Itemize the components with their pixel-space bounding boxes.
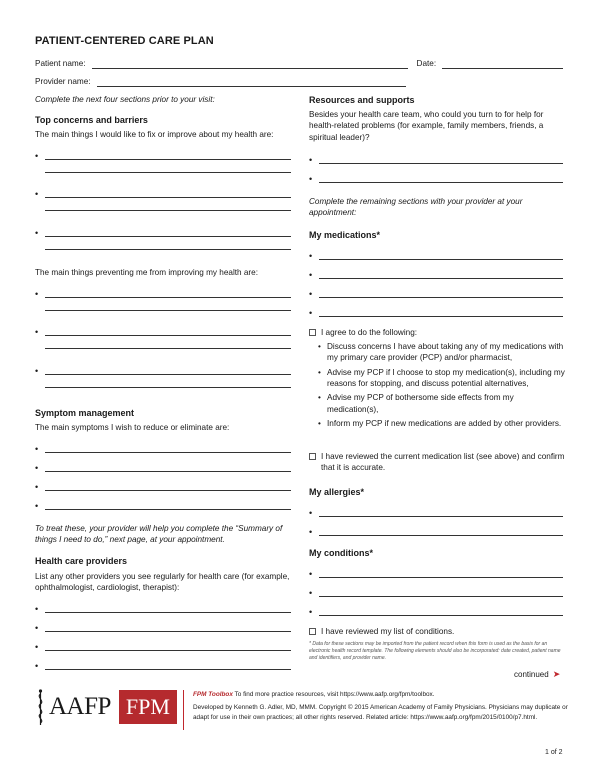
providers-heading: Health care providers <box>35 556 128 566</box>
agreement-item: • Advise my PCP of bothersome side effects from my medication(s), <box>318 393 514 414</box>
bullet-icon: • <box>309 155 313 165</box>
data-import-footnote: * Data for these sections may be imported from the patient record when this form is used as the basis for an electronic health record template. The following elements should also be incorporated: date created, patient name and identifiers, and provider name. <box>309 641 561 661</box>
allergies-heading: My allergies* <box>309 487 365 497</box>
toolbox-line <box>193 690 568 699</box>
condition-line-1[interactable] <box>309 570 563 578</box>
provider-name-label: Provider name: <box>35 77 91 86</box>
provider-line-4[interactable] <box>35 662 291 670</box>
medication-line-2[interactable] <box>309 271 563 279</box>
medication-line-3[interactable] <box>309 290 563 298</box>
provider-name-field[interactable] <box>97 78 406 87</box>
bullet-icon: • <box>309 270 313 280</box>
concern-line-2[interactable] <box>35 190 291 198</box>
symptom-line-4[interactable] <box>35 502 291 510</box>
concern-line-2b[interactable] <box>45 210 291 211</box>
patient-name-label: Patient name: <box>35 59 86 68</box>
medication-reviewed-label: I have reviewed the current medication list (see above) and confirm that it is accurate. <box>321 452 565 473</box>
bullet-icon: • <box>309 174 313 184</box>
bullet-icon: • <box>35 366 39 376</box>
bullet-icon: • <box>35 228 39 238</box>
bullet-icon: • <box>309 527 313 537</box>
bullet-icon: • <box>318 342 321 351</box>
top-concerns-heading: Top concerns and barriers <box>35 115 148 125</box>
medication-reviewed-row <box>309 451 567 474</box>
concern-line-3b[interactable] <box>45 249 291 250</box>
provider-line-1[interactable] <box>35 605 291 613</box>
bullet-icon: • <box>35 327 39 337</box>
barrier-line-3b[interactable] <box>45 387 291 388</box>
bullet-icon: • <box>309 508 313 518</box>
bullet-icon: • <box>35 482 39 492</box>
barrier-line-1b[interactable] <box>45 310 291 311</box>
symptom-line-3[interactable] <box>35 483 291 491</box>
concern-line-3[interactable] <box>35 229 291 237</box>
condition-line-2[interactable] <box>309 589 563 597</box>
remaining-instruction: Complete the remaining sections with your provider at your appointment: <box>309 197 523 218</box>
page-title: PATIENT-CENTERED CARE PLAN <box>35 35 214 47</box>
continued-label: continued <box>514 669 549 679</box>
page-number: 1 of 2 <box>545 749 563 756</box>
bullet-icon: • <box>318 393 321 403</box>
agree-checkbox-row <box>309 327 417 338</box>
symptom-note: To treat these, your provider will help you complete the “Summary of things I need to do,” next page, at your appointment. <box>35 524 283 545</box>
patient-name-row <box>35 58 563 69</box>
resources-heading: Resources and supports <box>309 95 415 105</box>
conditions-reviewed-label: I have reviewed my list of conditions. <box>321 627 455 636</box>
footer-text <box>193 690 568 722</box>
resource-line-1[interactable] <box>309 156 563 164</box>
bullet-icon: • <box>318 418 321 428</box>
allergy-line-2[interactable] <box>309 528 563 536</box>
fpm-logo: FPM <box>119 690 177 724</box>
bullet-icon: • <box>309 569 313 579</box>
agreement-item: • Discuss concerns I have about taking any of my medications with my primary care provider (PCP) and/or pharmacist, <box>318 342 564 363</box>
provider-line-3[interactable] <box>35 643 291 651</box>
bullet-icon: • <box>309 289 313 299</box>
symptom-prompt: The main symptoms I wish to reduce or eliminate are: <box>35 423 230 432</box>
medication-reviewed-checkbox[interactable] <box>309 453 316 460</box>
date-label: Date: <box>416 59 437 68</box>
condition-line-3[interactable] <box>309 608 563 616</box>
caduceus-icon <box>35 688 46 726</box>
footer-divider <box>183 690 184 730</box>
bullet-icon: • <box>309 607 313 617</box>
bullet-icon: • <box>35 189 39 199</box>
agree-label: I agree to do the following: <box>321 328 418 337</box>
bullet-icon: • <box>309 588 313 598</box>
toolbox-link-text[interactable]: To find more practice resources, visit https://www.aafp.org/fpm/toolbox. <box>232 691 435 698</box>
resources-prompt: Besides your health care team, who could you turn to for help for health-related problems (for example, family members, friends, a spiritual leader)? <box>309 110 544 142</box>
barrier-line-2[interactable] <box>35 328 291 336</box>
allergy-line-1[interactable] <box>309 509 563 517</box>
conditions-reviewed-row <box>309 626 454 637</box>
agreement-item: • Inform my PCP if new medications are added by other providers. <box>318 418 562 428</box>
conditions-heading: My conditions* <box>309 548 374 558</box>
conditions-reviewed-checkbox[interactable] <box>309 628 316 635</box>
bullet-icon: • <box>35 463 39 473</box>
intro-instruction: Complete the next four sections prior to your visit: <box>35 95 215 104</box>
top-concerns-prompt: The main things I would like to fix or improve about my health are: <box>35 130 274 139</box>
barrier-line-1[interactable] <box>35 290 291 298</box>
barrier-line-2b[interactable] <box>45 348 291 349</box>
medication-line-4[interactable] <box>309 309 563 317</box>
barrier-line-3[interactable] <box>35 367 291 375</box>
agreement-list <box>318 341 567 432</box>
credits-text: Developed by Kenneth G. Adler, MD, MMM. Copyright © 2015 American Academy of Family Physicians. Physicians may duplicate or adapt for use in their own practices; all other rights reserved. Related article: https://www.aafp.org/fpm/2015/0100/p7.html. <box>193 704 568 721</box>
arrow-right-icon: ➤ <box>552 669 561 679</box>
concern-line-1b[interactable] <box>45 172 291 173</box>
bullet-icon: • <box>35 501 39 511</box>
symptom-line-1[interactable] <box>35 445 291 453</box>
bullet-icon: • <box>35 444 39 454</box>
bullet-icon: • <box>309 251 313 261</box>
bullet-icon: • <box>309 308 313 318</box>
barriers-prompt: The main things preventing me from improving my health are: <box>35 268 258 277</box>
patient-name-field[interactable] <box>92 60 408 69</box>
bullet-icon: • <box>35 623 39 633</box>
toolbox-label: FPM Toolbox <box>193 691 233 698</box>
agreement-item: • Advise my PCP if I choose to stop my medication(s), including my reasons for stopping, and discuss potential alternatives, <box>318 367 565 388</box>
bullet-icon: • <box>318 367 321 377</box>
medications-heading: My medications* <box>309 230 381 240</box>
provider-line-2[interactable] <box>35 624 291 632</box>
symptom-heading: Symptom management <box>35 408 135 418</box>
bullet-icon: • <box>35 289 39 299</box>
footer-logos <box>35 688 177 726</box>
providers-prompt: List any other providers you see regularly for health care (for example, ophthalmologist, cardiologist, therapist): <box>35 572 290 593</box>
agree-checkbox[interactable] <box>309 329 316 336</box>
date-field[interactable] <box>442 60 563 69</box>
symptom-line-2[interactable] <box>35 464 291 472</box>
bullet-icon: • <box>35 151 39 161</box>
provider-name-row <box>35 76 406 87</box>
aafp-logo: AAFP <box>49 692 111 720</box>
medication-line-1[interactable] <box>309 252 563 260</box>
bullet-icon: • <box>35 661 39 671</box>
continued-indicator[interactable] <box>514 668 560 680</box>
bullet-icon: • <box>35 604 39 614</box>
concern-line-1[interactable] <box>35 152 291 160</box>
bullet-icon: • <box>35 642 39 652</box>
resource-line-2[interactable] <box>309 175 563 183</box>
